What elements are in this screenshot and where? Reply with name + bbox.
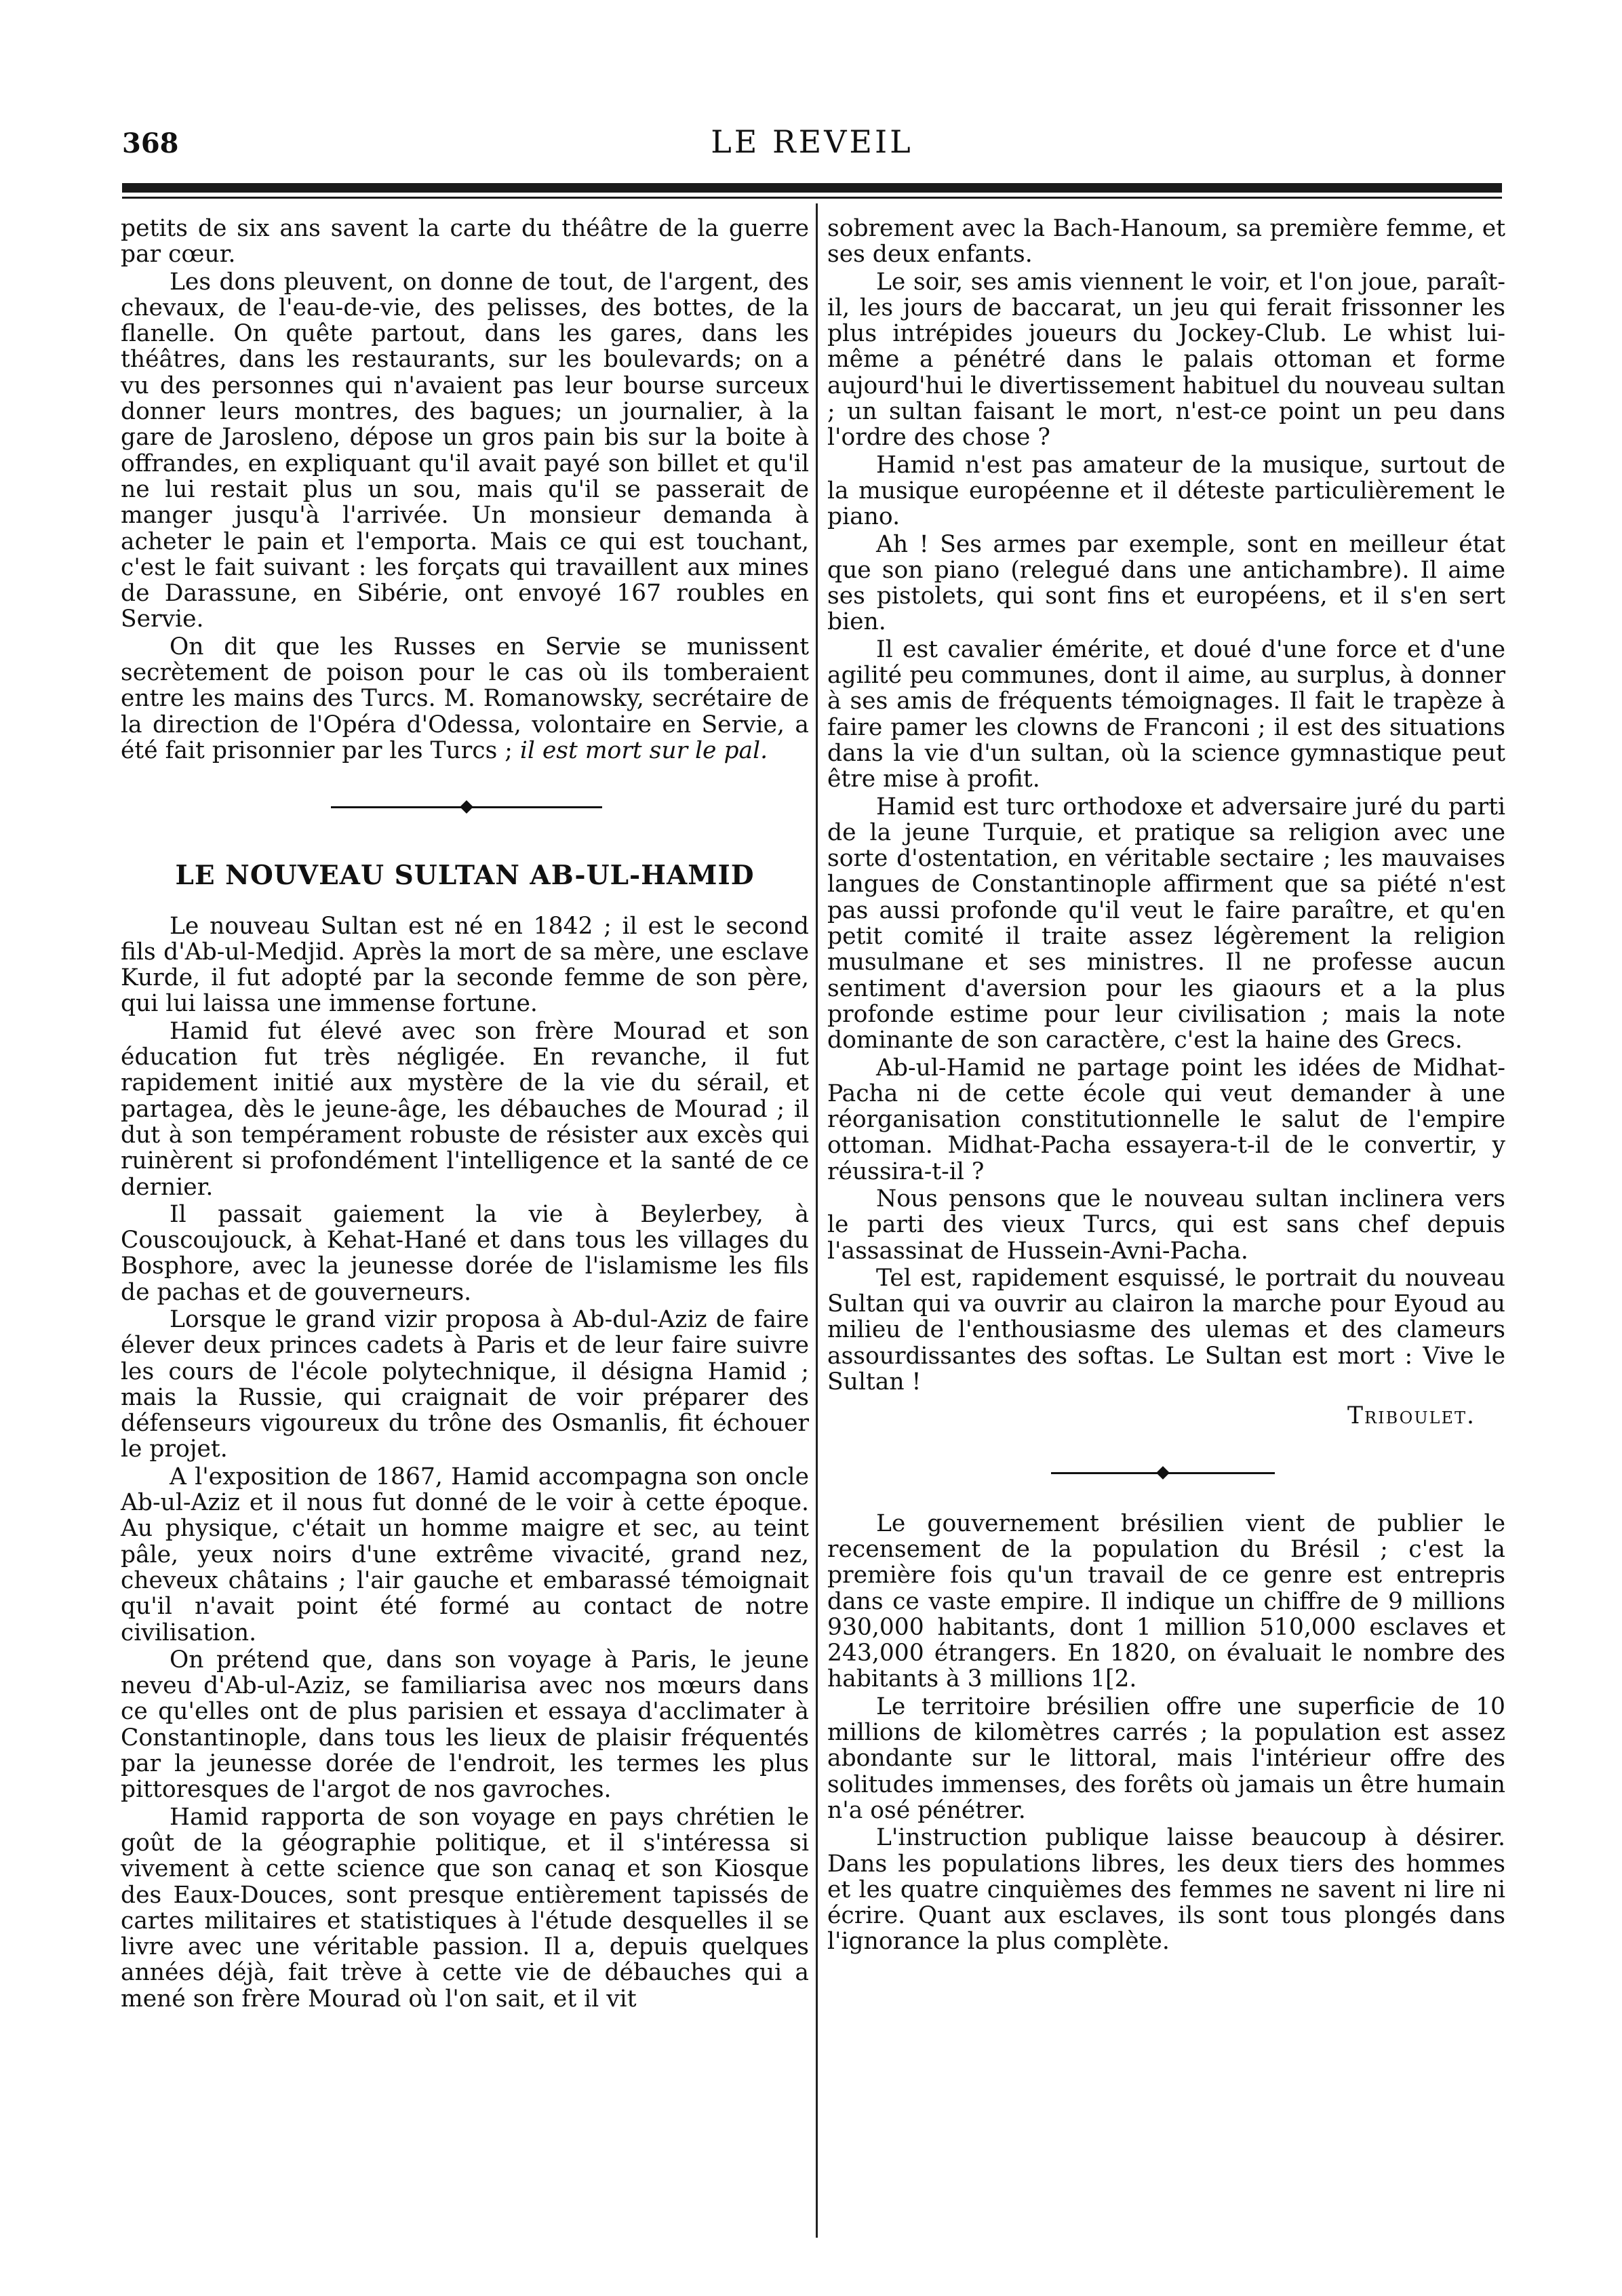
header-rule-thin: [122, 197, 1502, 199]
column-divider: [816, 203, 818, 2238]
paragraph: [121, 634, 809, 764]
section-ornament: [121, 793, 809, 820]
paragraph: Le territoire brésilien offre une superficie de 10 millions de kilomètres carrés ; la population est assez abondante sur le littoral, mais l'intérieur offre des solitudes immenses, des forêts où jamais un être humain n'a osé pénétrer.: [827, 1693, 1505, 1824]
paragraph: Hamid fut élevé avec son frère Mourad et son éducation fut très négligée. En revanche, il fut rapidement initié aux mystère de la vie du sérail, et partagea, dès le jeune-âge, les débauches de Mourad ; il dut à son tempérament robuste de résister aux excès qui ruinèrent si profondément l'intelligence et la santé de ce dernier.: [121, 1017, 809, 1201]
paragraph: Lorsque le grand vizir proposa à Ab-dul-Aziz de faire élever deux princes cadets à Paris et de leur faire suivre les cours de l'école polytechnique, il désigna Hamid ; mais la Russie, qui craignait de voir préparer des défenseurs vigoureux du trône des Osmanlis, fit échouer le projet.: [121, 1305, 809, 1463]
ornament-diamond: [460, 800, 473, 814]
paragraph: Il passait gaiement la vie à Beylerbey, à Couscoujouck, à Kehat-Hané et dans tous les villages du Bosphore, avec la jeunesse dorée de l'islamisme les fils de pachas et de gouverneurs.: [121, 1200, 809, 1306]
paragraph: Hamid rapporta de son voyage en pays chrétien le goût de la géographie politique, et il s'intéressa si vivement à cette science que son canaq et son Kiosque des Eaux-Douces, sont presque entièrement tapissés de cartes militaires et statistiques à l'étude desquelles il se livre avec une véritable passion. Il a, depuis quelques années déjà, fait trève à cette vie de débauches qui a mené son frère Mourad où l'on sait, et il vit: [121, 1803, 809, 2013]
paragraph: Tel est, rapidement esquissé, le portrait du nouveau Sultan qui va ouvrir au clairon la marche pour Eyoud au milieu de l'enthousiasme des ulemas et des clameurs assourdissantes des softas. Le Sultan est mort : Vive le Sultan !: [827, 1264, 1505, 1396]
paragraph: L'instruction publique laisse beaucoup à désirer. Dans les populations libres, les deux tiers des hommes et les quatre cinquièmes des femmes ne savent ni lire ni écrire. Quant aux esclaves, ils sont tous plongés dans l'ignorance la plus complète.: [827, 1824, 1505, 1956]
masthead-title: LE REVEIL: [711, 123, 913, 160]
paragraph: Le nouveau Sultan est né en 1842 ; il est le second fils d'Ab-ul-Medjid. Après la mort de sa mère, une esclave Kurde, il fut adopté par la seconde femme de son père, qui lui laissa une immense fortune.: [121, 912, 809, 1018]
paragraph: Il est cavalier émérite, et doué d'une force et d'une agilité peu communes, dont il aime, au surplus, à donner à ses amis de fréquents témoignages. Il fait le trapèze à faire pamer les clowns de Franconi ; il est des situations dans la vie d'un sultan, où la science gymnastique peut être mise à profit.: [827, 635, 1505, 793]
paragraph: A l'exposition de 1867, Hamid accompagna son oncle Ab-ul-Aziz et il nous fut donné de le voir à cette époque. Au physique, c'était un homme maigre et sec, au teint pâle, yeux noirs d'une extrême vivacité, grand nez, cheveux châtains ; l'air gauche et embarassé témoignait qu'il n'avait point été formé au contact de notre civilisation.: [121, 1463, 809, 1646]
ornament-diamond: [1156, 1466, 1170, 1480]
paragraph: Hamid est turc orthodoxe et adversaire juré du parti de la jeune Turquie, et pratique sa religion avec une sorte d'ostentation, en véritable sectaire ; les mauvaises langues de Constantinople affirment que sa piété n'est pas aussi profonde qu'il veut le faire paraître, et qu'en petit comité il traite assez légèrement la religion musulmane et ses ministres. Il ne professe aucun sentiment d'aversion pour les giaours et a la plus profonde estime pour leur civilisation ; mais la note dominante de son caractère, c'est la haine des Grecs.: [827, 793, 1505, 1054]
paragraph: On prétend que, dans son voyage à Paris, le jeune neveu d'Ab-ul-Aziz, se familiarisa avec nos mœurs dans ce qu'elles ont de plus parisien et essaya d'acclimater à Constantinople, dans tous les lieux de plaisir fréquentés par la jeunesse dorée de l'endroit, les termes les plus pittoresques de l'argot de nos gavroches.: [121, 1646, 809, 1804]
article-heading: LE NOUVEAU SULTAN AB-UL-HAMID: [175, 860, 755, 892]
paragraph: Les dons pleuvent, on donne de tout, de l'argent, des chevaux, de l'eau-de-vie, des pelisses, des bottes, de la flanelle. On quête partout, dans les gares, dans les théâtres, dans les restaurants, sur les boulevards; on a vu des personnes qui n'avaient pas leur bourse surceux donner leurs montres, des bagues; un journalier, à la gare de Jarosleno, dépose un gros pain bis sur la boite à offrandes, en expliquant qu'il avait payé son billet et qu'il ne lui restait plus un sou, mais qu'il se passerait de manger jusqu'à l'arrivée. Un monsieur demanda à acheter le pain et l'emporta. Mais ce qui est touchant, c'est le fait suivant : les forçats qui travaillent aux mines de Darassune, en Sibérie, ont envoyé 167 roubles en Servie.: [121, 268, 809, 633]
paragraph: Le soir, ses amis viennent le voir, et l'on joue, paraît-il, les jours de baccarat, un jeu qui ferait frissonner les plus intrépides joueurs du Jockey-Club. Le whist lui-même a pénétré dans le palais ottoman et forme aujourd'hui le divertissement habituel du nouveau sultan ; un sultan faisant le mort, n'est-ce point un peu dans l'ordre des chose ?: [827, 268, 1505, 452]
paragraph: Ab-ul-Hamid ne partage point les idées de Midhat-Pacha ni de cette école qui veut demander à une réorganisation constitutionnelle le salut de l'empire ottoman. Midhat-Pacha essayera-t-il de le convertir, y réussira-t-il ?: [827, 1054, 1505, 1185]
paragraph-text: On dit que les Russes en Servie se munissent secrètement de poison pour le cas où ils tomberaient entre les mains des Turcs. M. Romanowsky, secrétaire de la direction de l'Opéra d'Odessa, volontaire en Servie, a été fait prisonnier par les Turcs ;: [121, 633, 809, 764]
header-rule-thick: [122, 183, 1502, 193]
paragraph: sobrement avec la Bach-Hanoum, sa première femme, et ses deux enfants.: [827, 215, 1505, 269]
right-column: [827, 216, 1505, 1955]
paragraph: Ah ! Ses armes par exemple, sont en meilleur état que son piano (relegué dans une antichambre). Il aime ses pistolets, qui sont fins et européens, et il s'en sert bien.: [827, 530, 1505, 636]
page-number: 368: [122, 127, 179, 159]
paragraph: Nous pensons que le nouveau sultan inclinera vers le parti des vieux Turcs, qui est sans chef depuis l'assassinat de Hussein-Avni-Pacha.: [827, 1185, 1505, 1265]
article-signature: Triboulet.: [1347, 1402, 1476, 1430]
section-ornament: [827, 1459, 1505, 1486]
paragraph-italic-text: il est mort sur le pal.: [519, 736, 768, 764]
page-header: [122, 123, 1502, 164]
left-column: [121, 216, 809, 2012]
paragraph: petits de six ans savent la carte du théâtre de la guerre par cœur.: [121, 215, 809, 269]
paragraph: Hamid n'est pas amateur de la musique, surtout de la musique européenne et il déteste particulièrement le piano.: [827, 451, 1505, 531]
paragraph: Le gouvernement brésilien vient de publier le recensement de la population du Brésil ; c'est la première fois qu'un travail de ce genre est entrepris dans ce vaste empire. Il indique un chiffre de 9 millions 930,000 habitants, dont 1 million 510,000 esclaves et 243,000 étrangers. En 1820, on évaluait le nombre des habitants à 3 millions 1[2.: [827, 1509, 1505, 1693]
